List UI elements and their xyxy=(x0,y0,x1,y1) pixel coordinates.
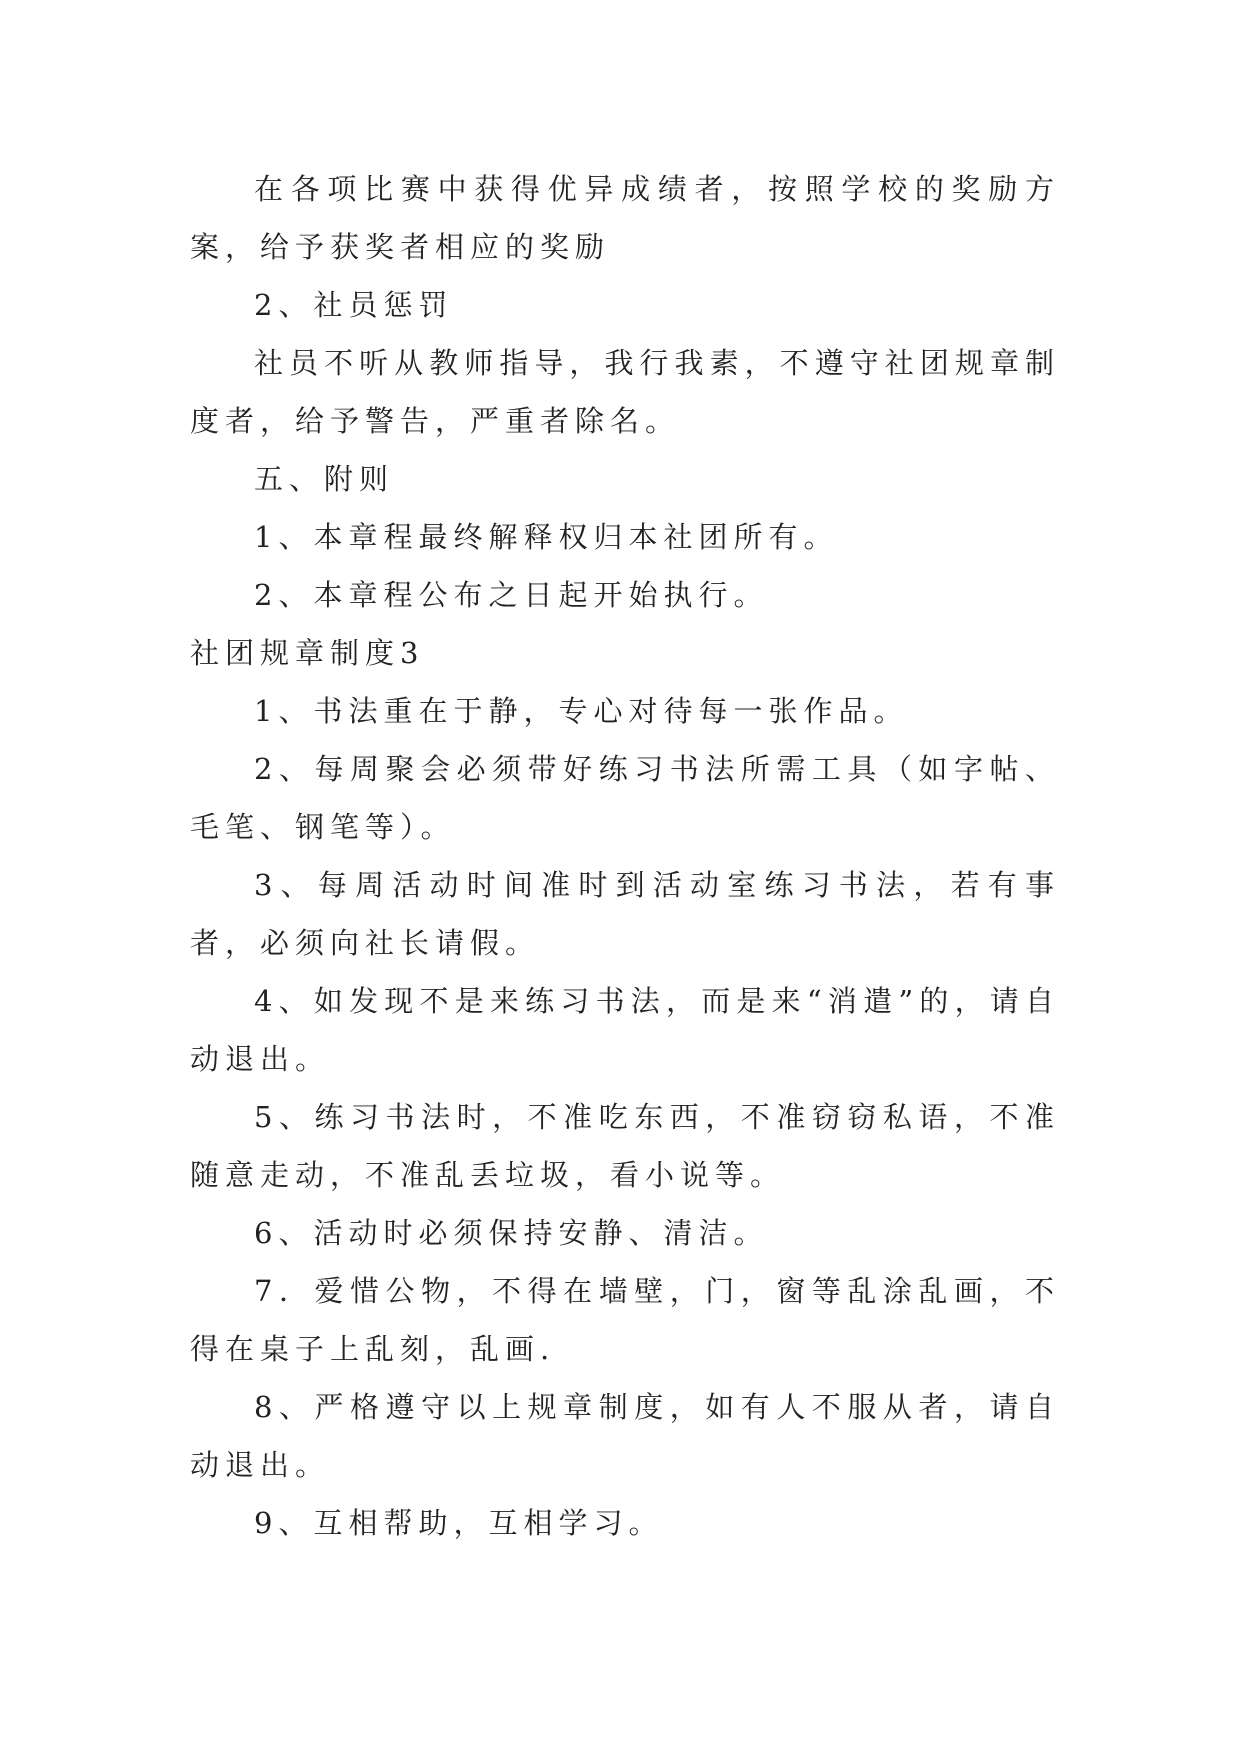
rule-8: 8、严格遵守以上规章制度，如有人不服从者，请自动退出。 xyxy=(190,1390,1060,1482)
rule-7: 7．爱惜公物，不得在墙壁，门，窗等乱涂乱画，不得在桌子上乱刻，乱画. xyxy=(190,1274,1060,1366)
paragraph-appendix-heading: 五、附则 xyxy=(254,462,395,496)
paragraph-appendix-2: 2、本章程公布之日起开始执行。 xyxy=(254,578,769,612)
document-body xyxy=(190,160,1060,1552)
rule-6: 6、活动时必须保持安静、清洁。 xyxy=(254,1216,769,1250)
paragraph-member-penalty-heading: 2、社员惩罚 xyxy=(254,288,454,322)
rule-2: 2、每周聚会必须带好练习书法所需工具（如字帖、毛笔、钢笔等）。 xyxy=(190,752,1060,844)
paragraph-member-penalty: 社员不听从教师指导，我行我素，不遵守社团规章制度者，给予警告，严重者除名。 xyxy=(190,346,1060,438)
rule-5: 5、练习书法时，不准吃东西，不准窃窃私语，不准随意走动，不准乱丢垃圾，看小说等。 xyxy=(190,1100,1060,1192)
rule-9: 9、互相帮助，互相学习。 xyxy=(254,1506,664,1540)
paragraph-award: 在各项比赛中获得优异成绩者，按照学校的奖励方案，给予获奖者相应的奖励 xyxy=(190,172,1060,264)
section-title: 社团规章制度3 xyxy=(190,636,425,670)
rule-1: 1、书法重在于静，专心对待每一张作品。 xyxy=(254,694,909,728)
rule-4: 4、如发现不是来练习书法，而是来“消遣”的，请自动退出。 xyxy=(190,984,1060,1076)
rule-3: 3、每周活动时间准时到活动室练习书法，若有事者，必须向社长请假。 xyxy=(190,868,1060,960)
paragraph-appendix-1: 1、本章程最终解释权归本社团所有。 xyxy=(254,520,839,554)
